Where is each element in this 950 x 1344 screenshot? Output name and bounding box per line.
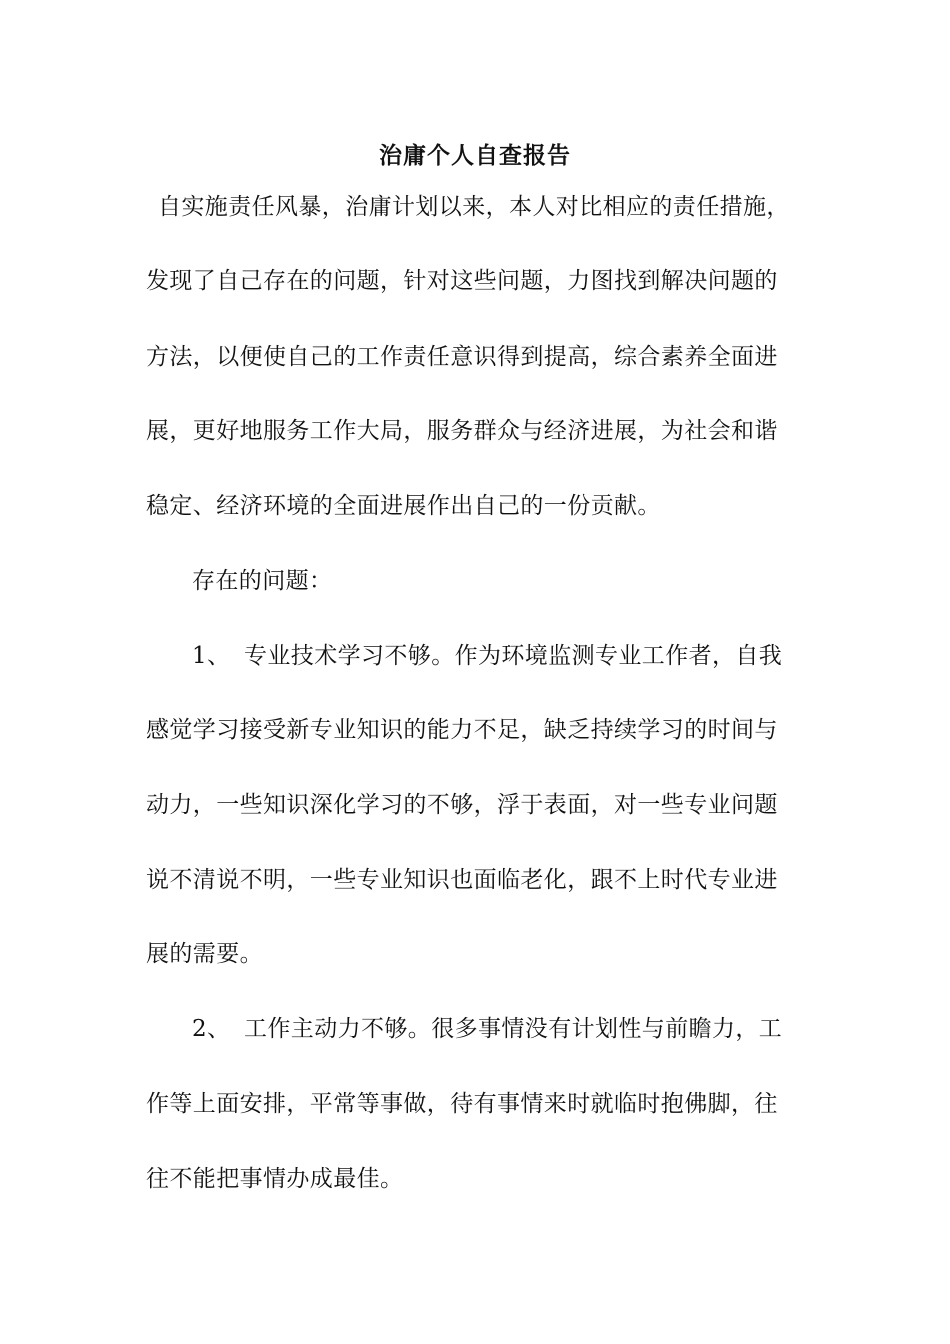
item-2-line-3: 往不能把事情办成最佳。 [146,1166,404,1192]
item-2-line-2: 作等上面安排，平常等事做，待有事情来时就临时抱佛脚，往 [146,1091,778,1117]
item-1-line-2: 感觉学习接受新专业知识的能力不足，缺乏持续学习的时间与 [146,717,778,743]
item-1-number: 1、 [192,643,231,669]
item-1-line-4: 说不清说不明，一些专业知识也面临老化，跟不上时代专业进 [146,867,778,893]
item-2-first-text: 工作主动力不够。很多事情没有计划性与前瞻力，工 [244,1016,783,1042]
intro-line-5: 稳定、经济环境的全面进展作出自己的一份贡献。 [146,493,661,519]
document-title: 治庸个人自查报告 [379,142,571,169]
item-1-first-line [192,637,782,670]
item-2-number: 2、 [192,1016,231,1042]
item-2-first-line [192,1010,782,1043]
intro-line-4: 展，更好地服务工作大局，服务群众与经济进展，为社会和谐 [146,418,778,444]
intro-line-2: 发现了自己存在的问题，针对这些问题，力图找到解决问题的 [146,268,778,294]
item-1-first-text: 专业技术学习不够。作为环境监测专业工作者，自我 [244,643,783,669]
intro-line-3: 方法，以便使自己的工作责任意识得到提高，综合素养全面进 [146,344,778,370]
item-1-line-5: 展的需要。 [146,941,263,967]
item-1-line-3: 动力，一些知识深化学习的不够，浮于表面，对一些专业问题 [146,792,778,818]
intro-line-1: 自实施责任风暴，治庸计划以来，本人对比相应的责任措施， [158,194,790,220]
section-heading: 存在的问题： [192,568,333,594]
